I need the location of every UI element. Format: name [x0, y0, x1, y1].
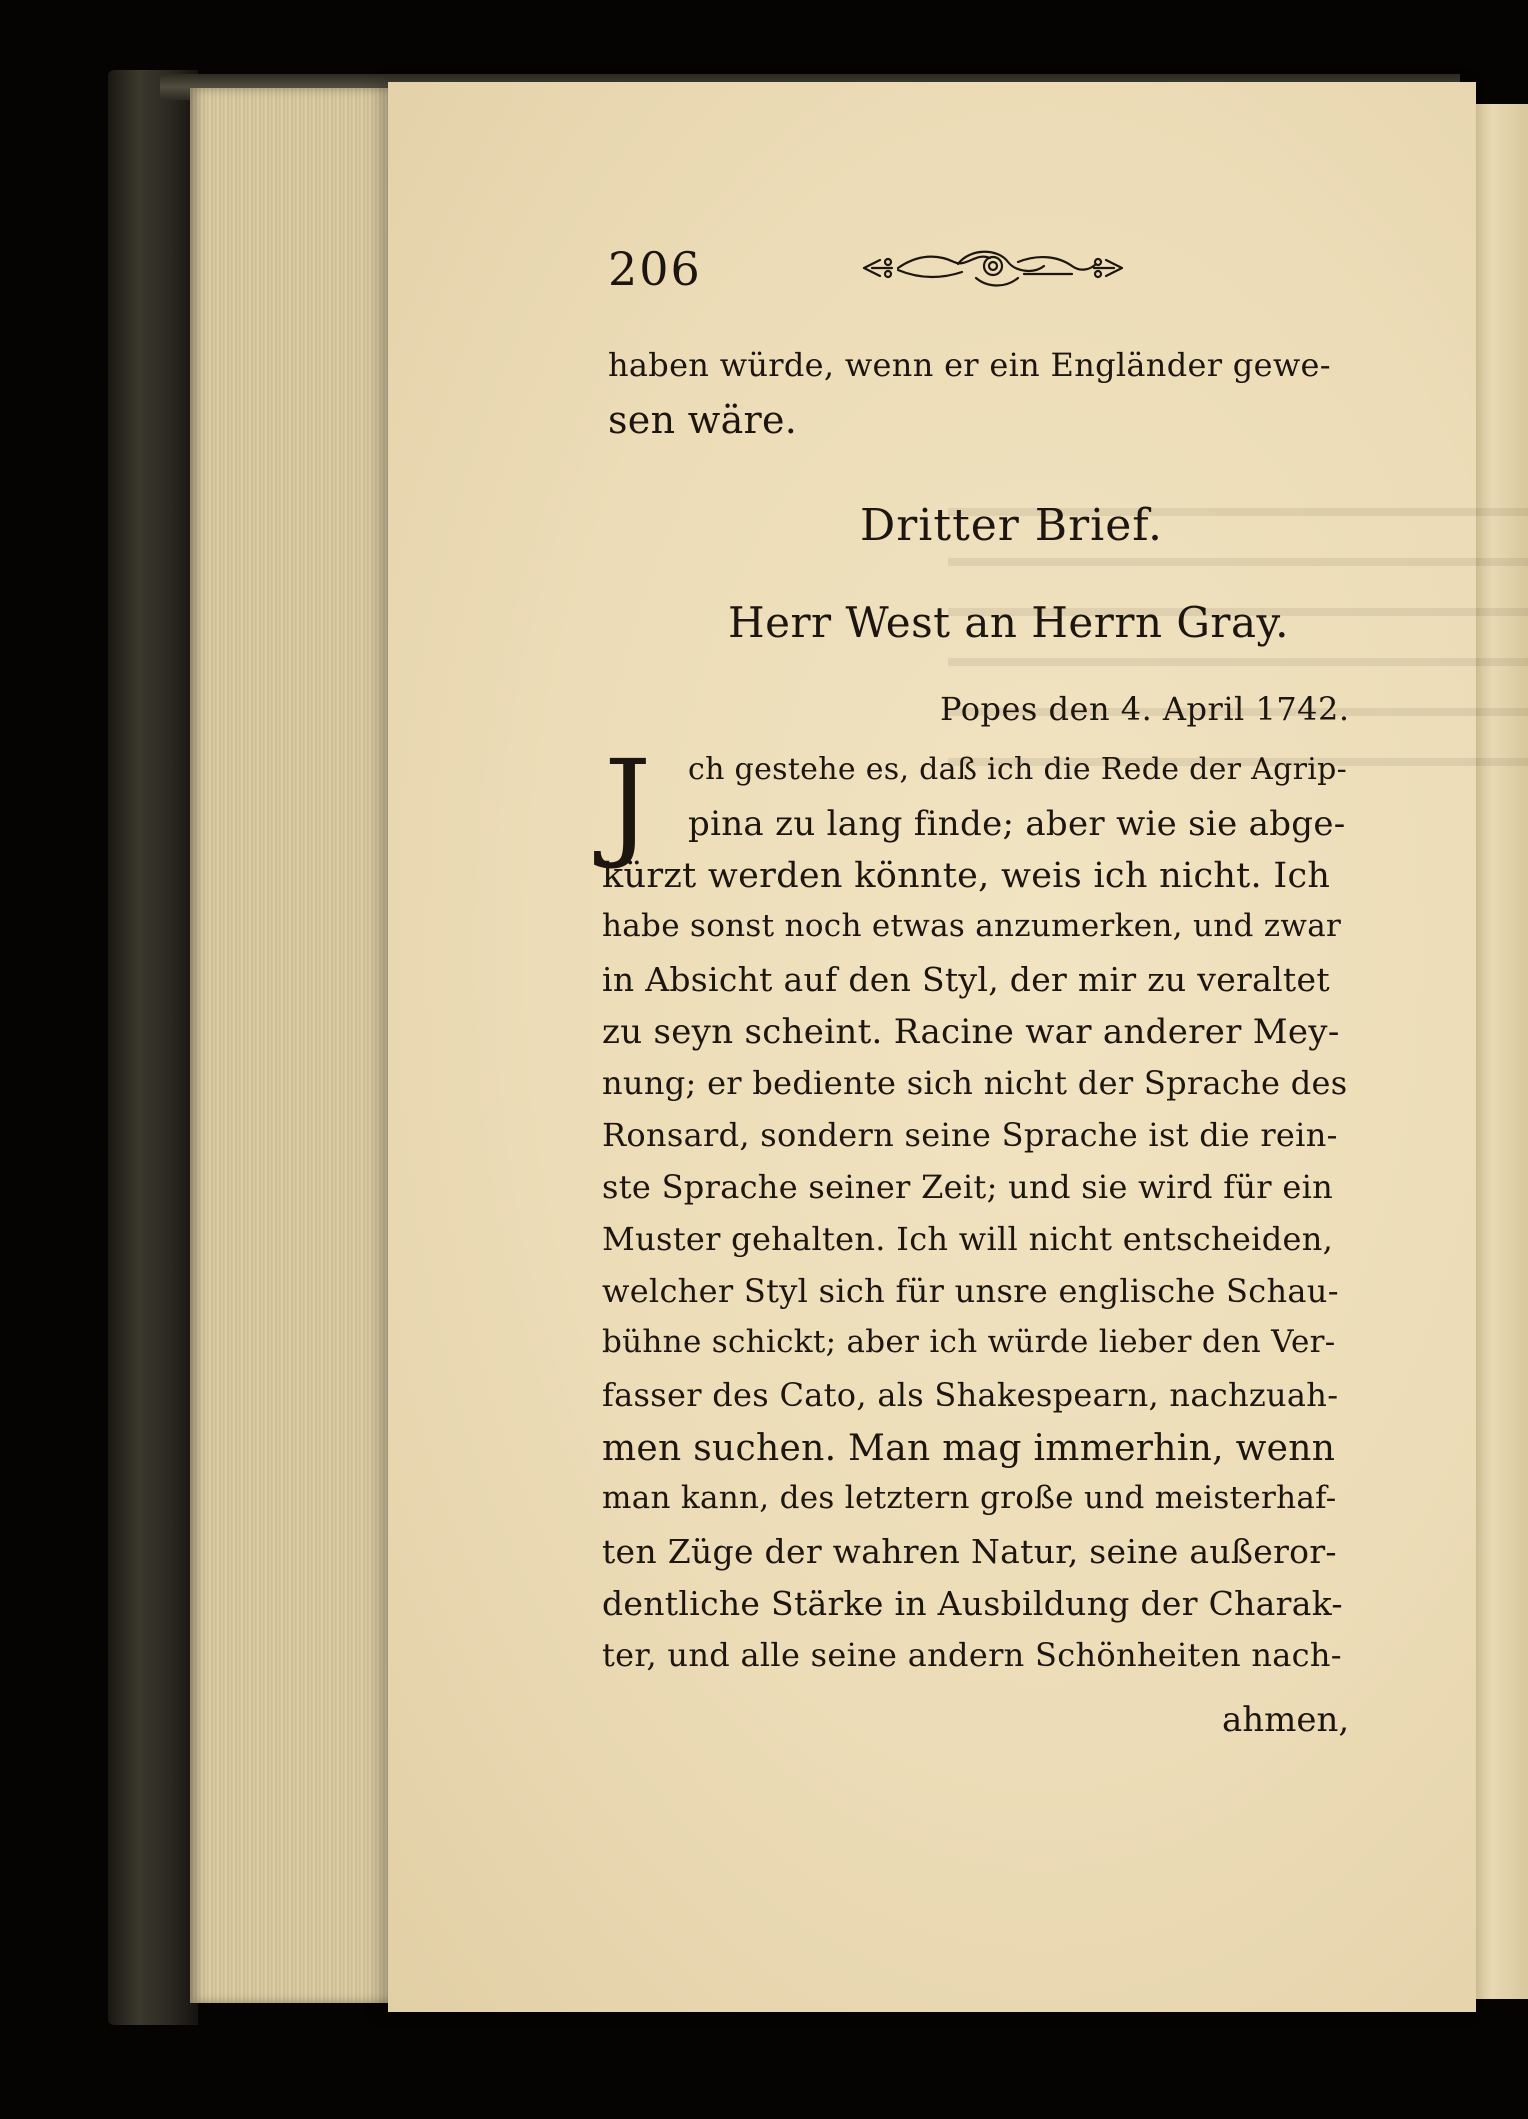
- paragraph-line: ter, und alle seine andern Schönheiten nach-: [602, 1636, 1342, 1674]
- page-block-edges: [190, 88, 400, 2003]
- paragraph-line: dentliche Stärke in Ausbildung der Charak-: [602, 1584, 1343, 1623]
- book-cover: [108, 70, 198, 2025]
- vignette-ornament-icon: [858, 244, 1128, 292]
- paragraph-line: men suchen. Man mag immerhin, wenn: [602, 1428, 1336, 1469]
- letter-persons: Herr West an Herrn Gray.: [728, 598, 1290, 647]
- paragraph-line: welcher Styl sich für unsre englische Schau-: [602, 1272, 1339, 1310]
- paragraph-line: man kann, des letztern große und meisterhaf-: [602, 1480, 1337, 1516]
- paragraph-line: in Absicht auf den Styl, der mir zu veraltet: [602, 960, 1330, 999]
- paragraph-line: ch gestehe es, daß ich die Rede der Agrip-: [688, 752, 1348, 787]
- paragraph-line: nung; er bediente sich nicht der Sprache des: [602, 1064, 1348, 1102]
- letter-dateline: Popes den 4. April 1742.: [940, 690, 1350, 728]
- paragraph-line: ten Züge der wahren Natur, seine außeror-: [602, 1532, 1337, 1571]
- continuation-line-2: sen wäre.: [608, 398, 798, 442]
- paragraph-line: ste Sprache seiner Zeit; und sie wird für ein: [602, 1168, 1334, 1206]
- letter-heading: Dritter Brief.: [860, 500, 1163, 551]
- paragraph-line: Ronsard, sondern seine Sprache ist die rein-: [602, 1116, 1338, 1154]
- paragraph-line: Muster gehalten. Ich will nicht entscheiden,: [602, 1220, 1334, 1258]
- page-number: 206: [608, 242, 702, 296]
- paragraph-line: pina zu lang finde; aber wie sie abge-: [688, 804, 1346, 844]
- continuation-line-1: haben würde, wenn er ein Engländer gewe-: [608, 346, 1331, 384]
- paragraph-line: kürzt werden könnte, weis ich nicht. Ich: [602, 856, 1331, 896]
- paragraph-line: zu seyn scheint. Racine war anderer Mey-: [602, 1012, 1340, 1052]
- paragraph-line: habe sonst noch etwas anzumerken, und zwar: [602, 908, 1342, 944]
- next-page-edge: [1468, 104, 1528, 1999]
- catchword: ahmen,: [1222, 1700, 1350, 1740]
- drop-cap: J: [604, 734, 652, 872]
- paragraph-line: bühne schickt; aber ich würde lieber den Ver-: [602, 1324, 1336, 1360]
- paragraph-line: fasser des Cato, als Shakespearn, nachzuah-: [602, 1376, 1339, 1414]
